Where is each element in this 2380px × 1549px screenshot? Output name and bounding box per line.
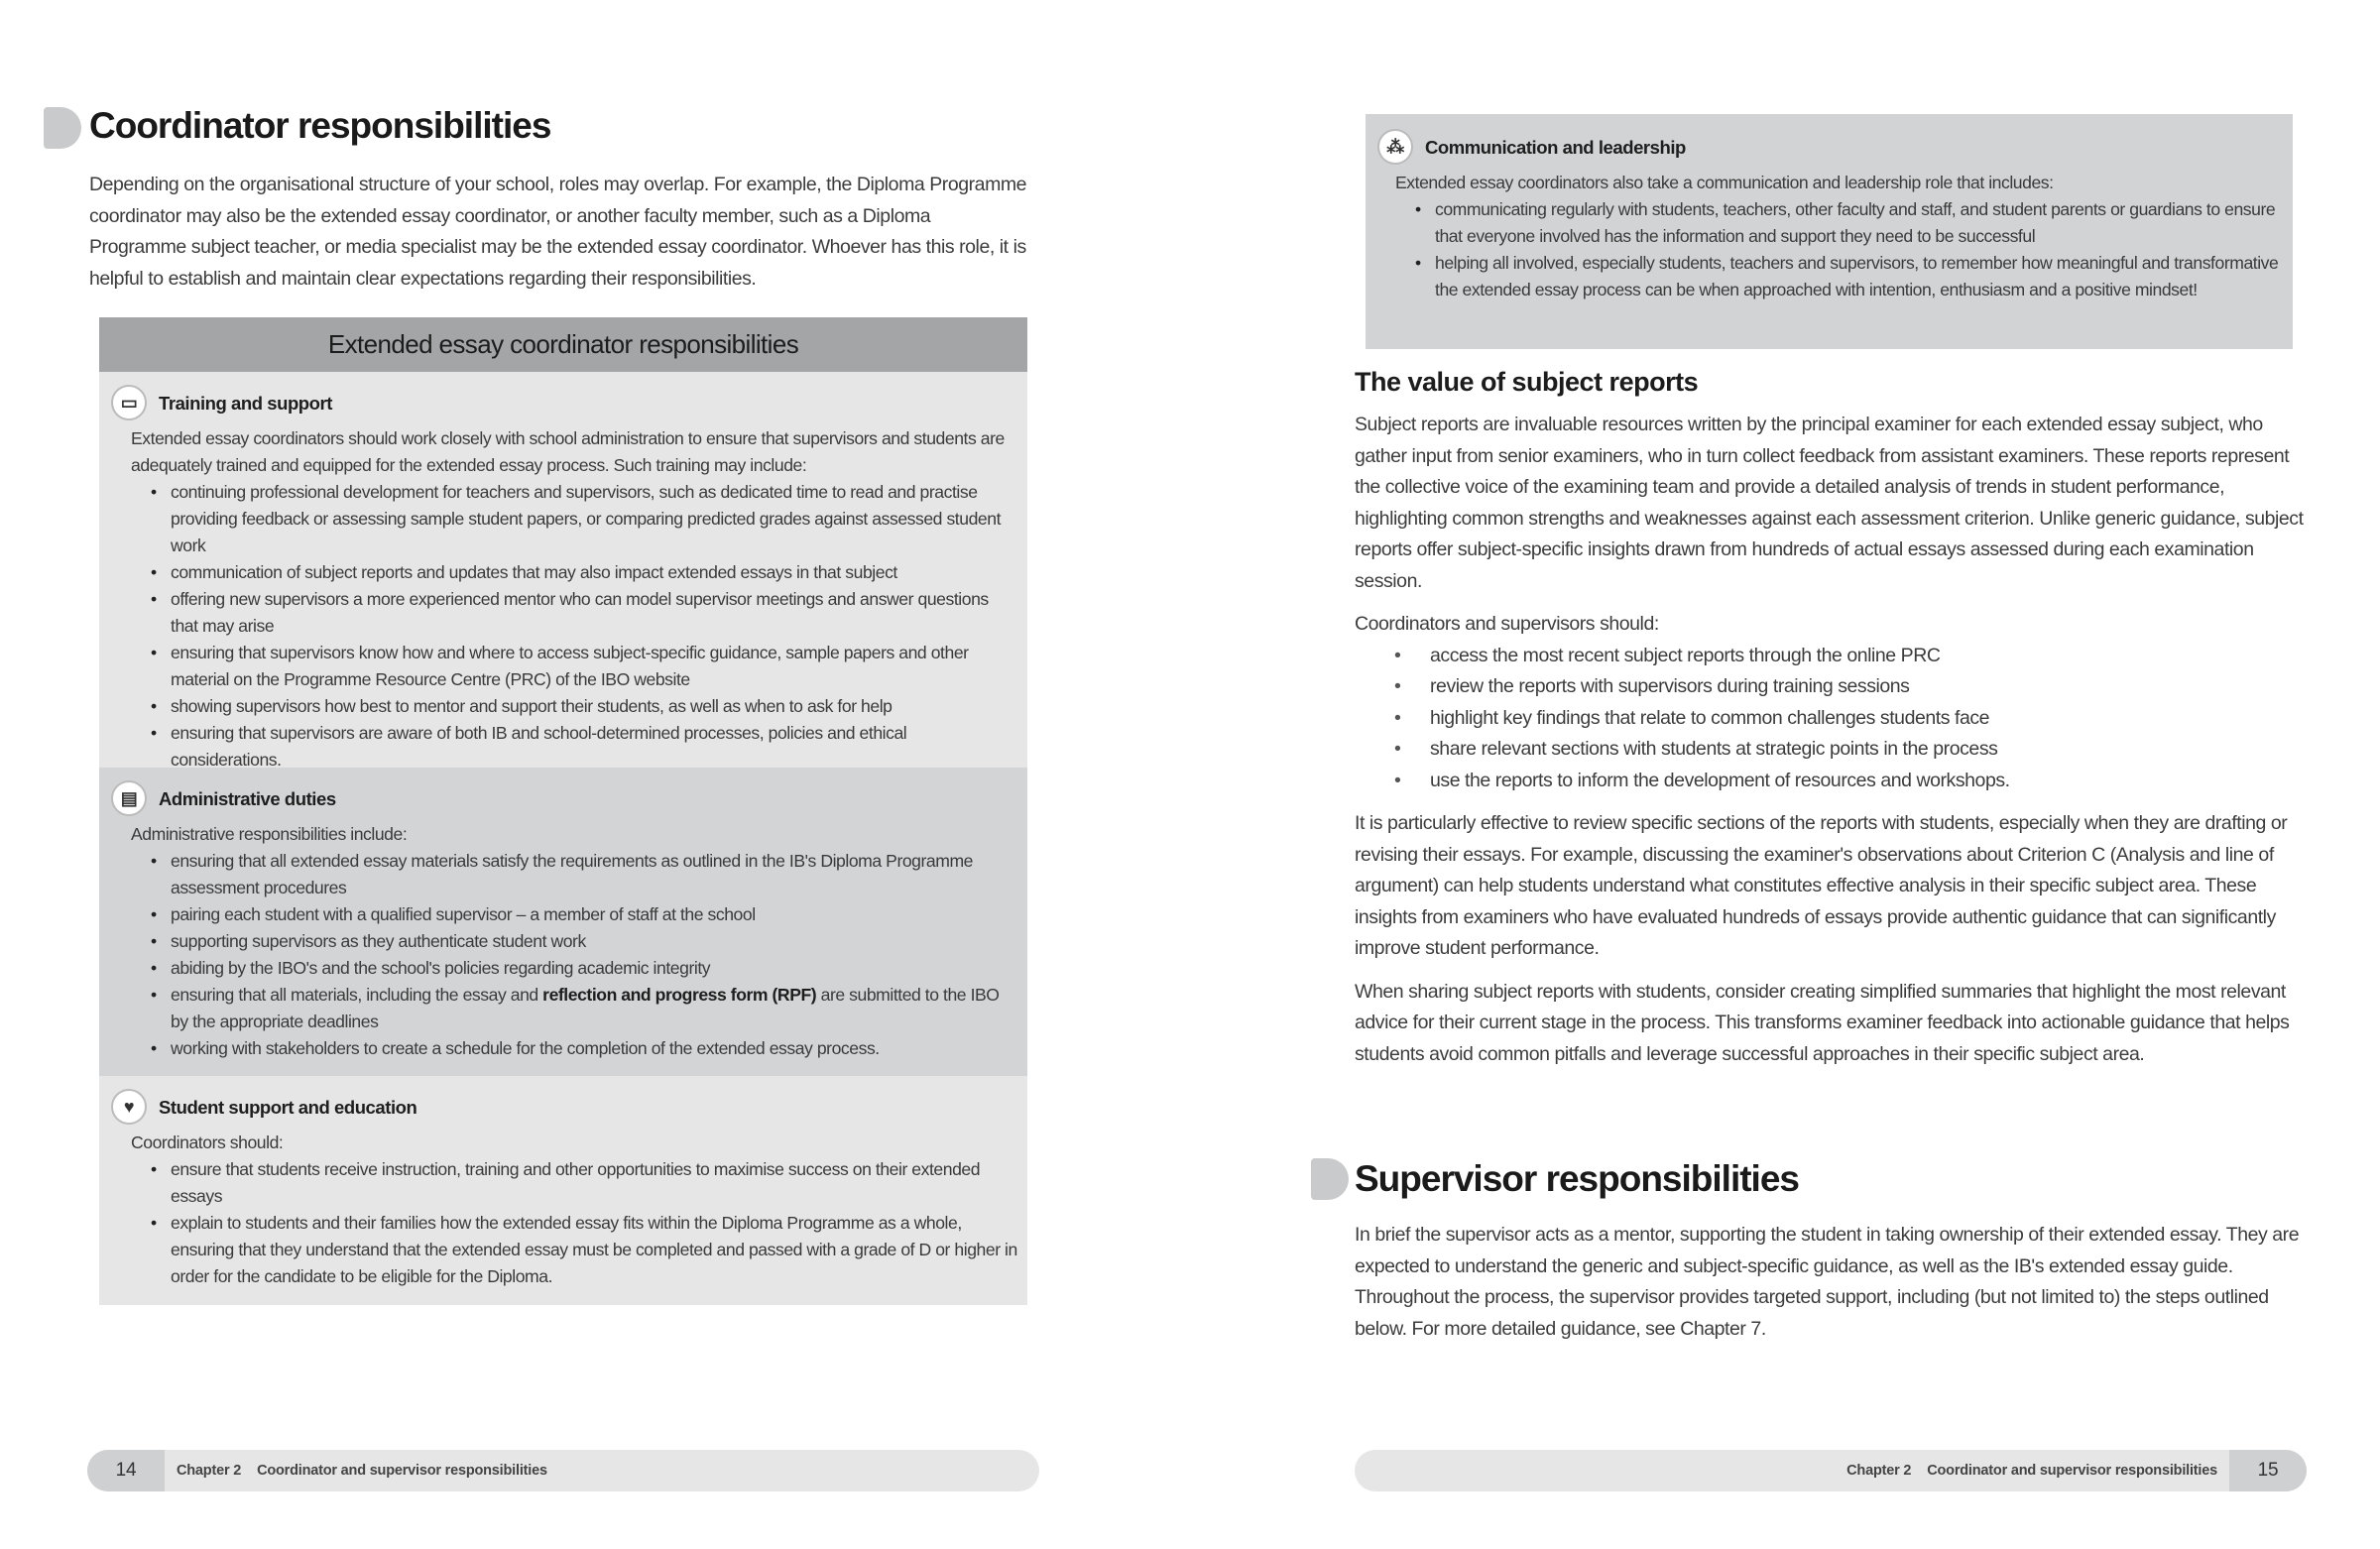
section-title: Training and support — [159, 392, 332, 414]
list-item: • highlight key findings that relate to common challenges students face — [1430, 703, 2307, 735]
section-administrative — [99, 768, 1027, 1076]
list-item: • ensuring that all extended essay materials satisfy the requirements as outlined in the IB's Diploma Programme assessment procedures — [171, 848, 1017, 901]
hands-support-icon: ♥ — [111, 1089, 147, 1125]
list-item: • offering new supervisors a more experienced mentor who can model supervisor meetings and answer questions that may arise — [171, 586, 1017, 640]
footer-left — [87, 1450, 1039, 1491]
subject-reports-section — [1355, 367, 2307, 1070]
coordinator-responsibilities-box — [99, 317, 1027, 1305]
footer-right — [1355, 1450, 2307, 1491]
section-lead: Coordinators should: — [131, 1132, 284, 1152]
list-item: • access the most recent subject reports through the online PRC — [1430, 641, 2307, 672]
heading-marker — [1311, 1158, 1349, 1200]
section-title: Administrative duties — [159, 787, 336, 809]
people-network-icon: ⁂ — [1377, 129, 1413, 165]
supervisor-paragraph: In brief the supervisor acts as a mentor, supporting the student in taking ownership of their extended essay. They are expected to understand the generic and subject-specific guidance, as well as the IB's extended essay guide. Throughout the process, the supervisor provides targeted support, including (but not limited to) the steps outlined below. For more detailed guidance, see Chapter 7. — [1355, 1224, 2300, 1340]
section-title: Student support and education — [159, 1096, 417, 1118]
list-item — [171, 982, 1017, 1035]
page-heading: Coordinator responsibilities — [89, 105, 551, 146]
page-number: 15 — [2229, 1450, 2307, 1491]
footer-chapter: Chapter 2 — [177, 1463, 242, 1479]
heading-marker — [44, 107, 81, 149]
list-item: • supporting supervisors as they authenticate student work — [171, 928, 1017, 955]
section-title: Communication and leadership — [1425, 136, 1686, 158]
page-number: 14 — [87, 1450, 165, 1491]
footer-title: Coordinator and supervisor responsibilities — [257, 1463, 547, 1479]
paragraph: It is particularly effective to review specific sections of the reports with students, especially when they are drafting or revising their essays. For example, discussing the examiner's observations about Criterion C (Analysis and line of argument) can help students understand what constitutes effective analysis in their specific subject area. These insights from examiners who have evaluated hundreds of essays provide authentic guidance that can significantly improve student performance. — [1355, 812, 2288, 959]
list-item: • use the reports to inform the development of resources and workshops. — [1430, 766, 2307, 797]
text: ensuring that all materials, including the essay and — [171, 985, 543, 1005]
list-item: • abiding by the IBO's and the school's policies regarding academic integrity — [171, 955, 1017, 982]
training-presentation-icon: ▭ — [111, 385, 147, 420]
box-title: Extended essay coordinator responsibilities — [99, 317, 1027, 372]
paragraph: Coordinators and supervisors should: — [1355, 613, 1659, 635]
list-item: • communicating regularly with students, teachers, other faculty and staff, and student parents or guardians to ensure that everyone involved has the information and support they need to be successful — [1435, 196, 2279, 250]
list-item: • review the reports with supervisors during training sessions — [1430, 671, 2307, 703]
list-item: • helping all involved, especially students, teachers and supervisors, to remember how meaningful and transformative the extended essay process can be when approached with intention, enthusiasm and a positive mindset! — [1435, 250, 2279, 303]
section-heading: The value of subject reports — [1355, 367, 1699, 397]
list-item: • working with stakeholders to create a schedule for the completion of the extended essay process. — [171, 1035, 1017, 1062]
list-item: • explain to students and their families how the extended essay fits within the Diploma Programme as a whole, ensuring that they understand that the extended essay must be completed and passed with a grade of D or higher in order for the candidate to be eligible for the Diploma. — [171, 1210, 1017, 1290]
footer-chapter: Chapter 2 — [1846, 1463, 1912, 1479]
section-lead: Administrative responsibilities include: — [131, 824, 408, 844]
intro-paragraph: Depending on the organisational structure of your school, roles may overlap. For example, the Diploma Programme coordinator may also be the extended essay coordinator, or another faculty member, such as a Diploma Programme subject teacher, or media specialist may be the extended essay coordinator. Whoever has this role, it is helpful to establish and maintain clear expectations regarding their responsibilities. — [89, 174, 1027, 290]
supervisor-heading: Supervisor responsibilities — [1355, 1158, 1799, 1199]
footer-title: Coordinator and supervisor responsibilities — [1927, 1463, 2217, 1479]
section-lead: Extended essay coordinators also take a communication and leadership role that includes: — [1395, 173, 2054, 192]
section-student-support — [99, 1076, 1027, 1305]
list-item: • share relevant sections with students at strategic points in the process — [1430, 734, 2307, 766]
paragraph: Subject reports are invaluable resources written by the principal examiner for each extended essay subject, who gather input from senior examiners, who in turn collect feedback from assistant examiners. These reports represent the collective voice of the examining team and provide a detailed analysis of trends in student performance, highlighting common strengths and weaknesses against each assessment criterion. Unlike generic guidance, subject reports offer subject-specific insights drawn from hundreds of actual essays assessed during each examination session. — [1355, 414, 2304, 592]
communication-box — [1366, 114, 2293, 349]
list-item: • communication of subject reports and updates that may also impact extended essays in that subject — [171, 559, 1017, 586]
list-item: • showing supervisors how best to mentor and support their students, as well as when to ask for help — [171, 693, 1017, 720]
section-lead: Extended essay coordinators should work closely with school administration to ensure that supervisors and students are adequately trained and equipped for the extended essay process. Such training may include: — [131, 428, 1005, 475]
list-item: • ensuring that supervisors know how and where to access subject-specific guidance, sample papers and other material on the Programme Resource Centre (PRC) of the IBO website — [171, 640, 1017, 693]
list-item: • continuing professional development for teachers and supervisors, such as dedicated time to read and practise providing feedback or assessing sample student papers, or comparing predicted grades against assessed student work — [171, 479, 1017, 559]
list-item: • pairing each student with a qualified supervisor – a member of staff at the school — [171, 901, 1017, 928]
paragraph: When sharing subject reports with students, consider creating simplified summaries that highlight the most relevant advice for their current stage in the process. This transforms examiner feedback into actionable guidance that helps students avoid common pitfalls and leverage successful approaches in their specific subject area. — [1355, 980, 2290, 1065]
list-item: • ensuring that supervisors are aware of both IB and school-determined processes, policies and ethical considerations. — [171, 720, 1017, 774]
section-training — [99, 372, 1027, 768]
text: are submitted to the IBO by the appropriate deadlines — [171, 985, 1000, 1031]
list-item: • ensure that students receive instruction, training and other opportunities to maximise success on their extended essays — [171, 1156, 1017, 1210]
rpf-term: reflection and progress form (RPF) — [542, 985, 817, 1005]
document-person-icon: ▤ — [111, 780, 147, 816]
